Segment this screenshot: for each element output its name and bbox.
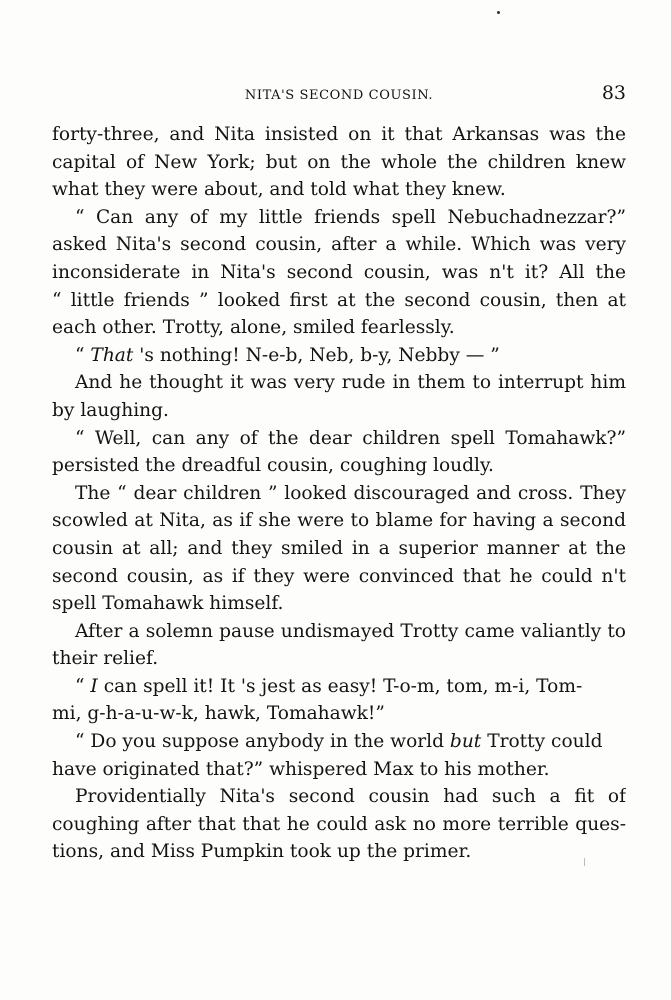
page-number: 83	[601, 82, 626, 104]
text-line	[52, 728, 626, 756]
text-line: each other. Trotty, alone, smiled fearlessly.	[52, 317, 455, 339]
italic-word: I	[90, 675, 98, 697]
text-line: mi, g-h-a-u-w-k, hawk, Tomahawk!”	[52, 703, 385, 725]
text-line: by laughing.	[52, 399, 169, 421]
ink-speck	[497, 11, 500, 14]
text-line: second cousin, as if they were convinced that he could n't	[52, 565, 626, 587]
text-line: “ Well, can any of the dear children spell Tomahawk?”	[75, 427, 626, 449]
text-line: persisted the dreadful cousin, coughing loudly.	[52, 455, 494, 477]
open-quote: “	[75, 675, 91, 697]
line-rest: can spell it! It 's jest as easy! T-o-m, tom, m-i, Tom-	[97, 675, 583, 697]
text-line	[52, 673, 626, 701]
text-line: After a solemn pause undismayed Trotty came valiantly to	[75, 620, 626, 642]
text-line: have originated that?” whispered Max to his mother.	[52, 758, 550, 780]
margin-mark	[584, 858, 585, 866]
italic-word: but	[449, 731, 482, 753]
text-line: And he thought it was very rude in them to interrupt him	[75, 372, 626, 394]
text-line: what they were about, and told what they knew.	[52, 179, 506, 201]
text-line: forty-three, and Nita insisted on it that Arkansas was the	[52, 124, 626, 145]
text-line: scowled at Nita, as if she were to blame for having a second	[52, 510, 626, 532]
text-line: tions, and Miss Pumpkin took up the primer.	[52, 841, 472, 863]
text-line: “ Can any of my little friends spell Nebuchadnezzar?”	[75, 206, 626, 228]
text-line: inconsiderate in Nita's second cousin, was n't it? All the	[52, 261, 626, 283]
text-line: cousin at all; and they smiled in a superior manner at the	[52, 537, 626, 559]
running-head	[52, 84, 626, 108]
open-quote: “	[75, 344, 91, 366]
text-line: spell Tomahawk himself.	[52, 593, 284, 615]
text-line: their relief.	[52, 648, 159, 670]
line-rest: Trotty could	[481, 731, 603, 753]
text-line: coughing after that that he could ask no more terrible ques-	[52, 813, 626, 835]
italic-word: That	[90, 344, 134, 366]
text-line: capital of New York; but on the whole the children knew	[52, 151, 626, 173]
text-line	[52, 342, 626, 370]
running-title: NITA'S SECOND COUSIN.	[244, 88, 434, 103]
line-rest: 's nothing! N-e-b, Neb, b-y, Nebby — ”	[133, 344, 500, 366]
text-line: “ little friends ” looked first at the second cousin, then at	[52, 289, 626, 311]
text-line: Providentially Nita's second cousin had such a fit of	[75, 786, 626, 808]
line-start: “ Do you suppose anybody in the world	[75, 731, 450, 753]
text-line: asked Nita's second cousin, after a while. Which was very	[52, 234, 626, 256]
body-text	[52, 121, 626, 866]
text-line: The “ dear children ” looked discouraged and cross. They	[75, 482, 626, 504]
